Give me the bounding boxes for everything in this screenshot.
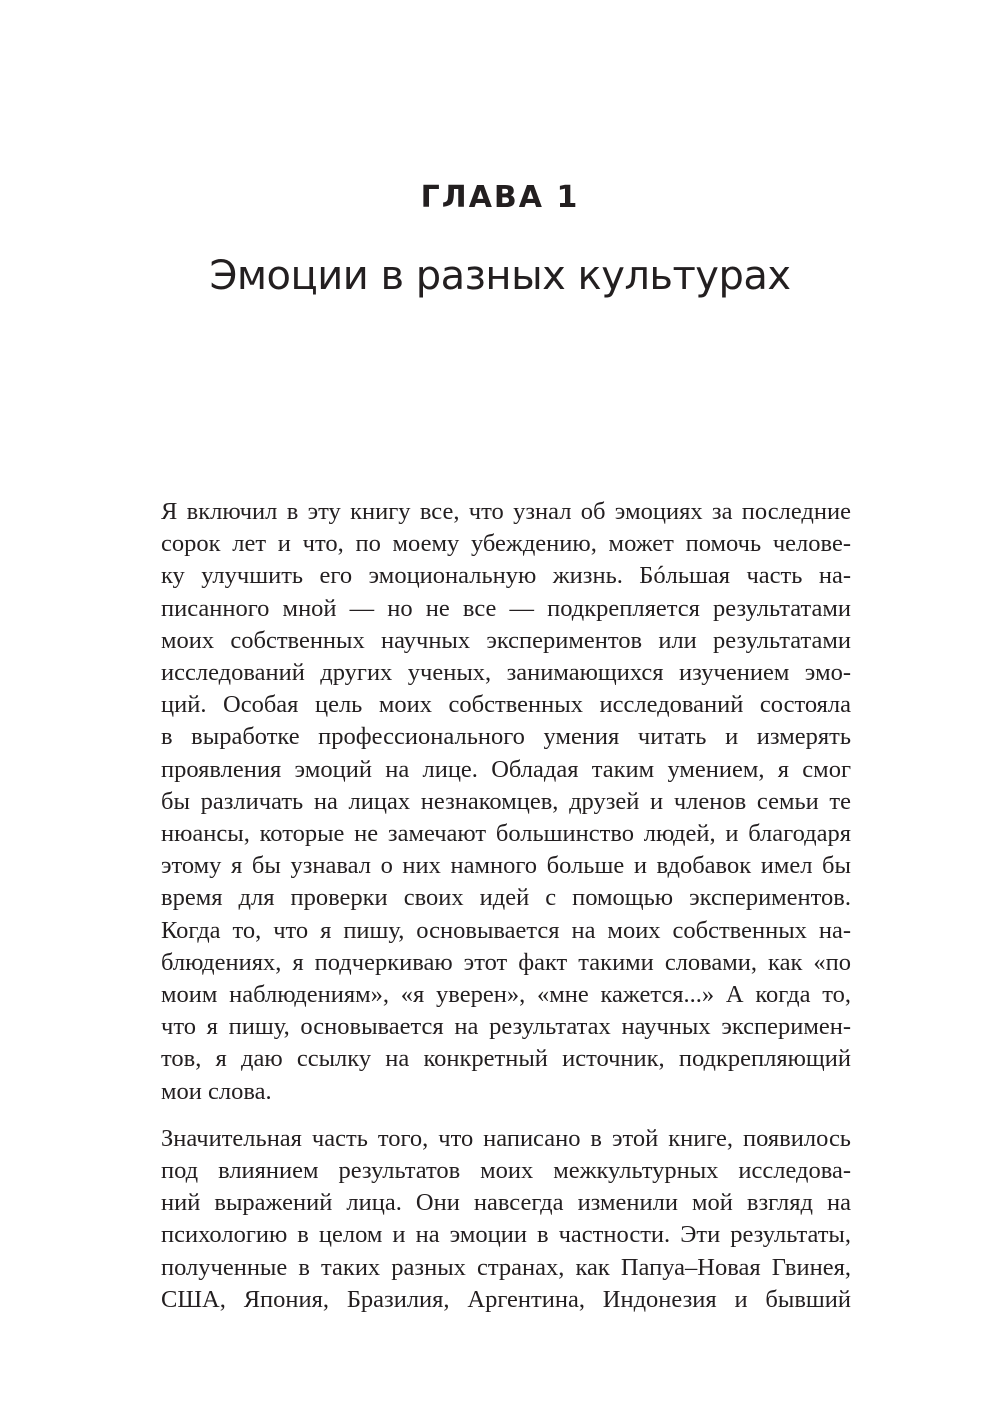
text-line: ний выражений лица. Они навсегда изменили мой взгляд на [161,1189,851,1217]
text-line: нюансы, которые не замечают большинство людей, и благодаря [161,820,851,848]
text-line: Когда то, что я пишу, основывается на моих собственных на- [161,916,851,944]
text-line: что я пишу, основывается на результатах научных эксперимен- [161,1013,851,1041]
body-text [161,496,851,1331]
chapter-label: ГЛАВА 1 [420,180,580,215]
text-line: мои слова. [161,1077,272,1105]
text-line: проявления эмоций на лице. Обладая таким умением, я смог [161,755,851,783]
text-line: в выработке профессионального умения читать и измерять [161,723,851,751]
paragraph [161,496,851,1108]
text-line: писанного мной — но не все — подкрепляется результатами [161,594,851,622]
paragraph [161,1123,851,1316]
text-line: моих собственных научных экспериментов или результатами [161,626,851,654]
text-line: психологию в целом и на эмоции в частности. Эти результаты, [161,1221,851,1249]
text-line: ку улучшить его эмоциональную жизнь. Бóльшая часть на- [161,562,851,590]
text-line: сорок лет и что, по моему убеждению, может помочь челове- [161,530,851,558]
text-line: под влиянием результатов моих межкультурных исследова- [161,1157,851,1185]
text-line: США, Япония, Бразилия, Аргентина, Индонезия и бывший [161,1285,851,1313]
text-line: полученные в таких разных странах, как Папуа–Новая Гвинея, [161,1253,851,1281]
text-line: тов, я даю ссылку на конкретный источник, подкрепляющий [161,1045,851,1073]
text-line: моим наблюдениям», «я уверен», «мне кажется...» А когда то, [161,981,851,1009]
text-line: исследований других ученых, занимающихся изучением эмо- [161,659,851,687]
text-line: время для проверки своих идей с помощью экспериментов. [161,884,851,912]
text-line: Я включил в эту книгу все, что узнал об эмоциях за последние [161,498,851,525]
text-line: ций. Особая цель моих собственных исследований состояла [161,691,851,719]
text-line: блюдениях, я подчеркиваю этот факт такими словами, как «по [161,948,851,976]
chapter-title: Эмоции в разных культурах [209,253,791,299]
text-line: этому я бы узнавал о них намного больше и вдобавок имел бы [161,852,851,880]
text-line: бы различать на лицах незнакомцев, друзей и членов семьи те [161,787,851,815]
text-line: Значительная часть того, что написано в этой книге, появилось [161,1124,851,1152]
